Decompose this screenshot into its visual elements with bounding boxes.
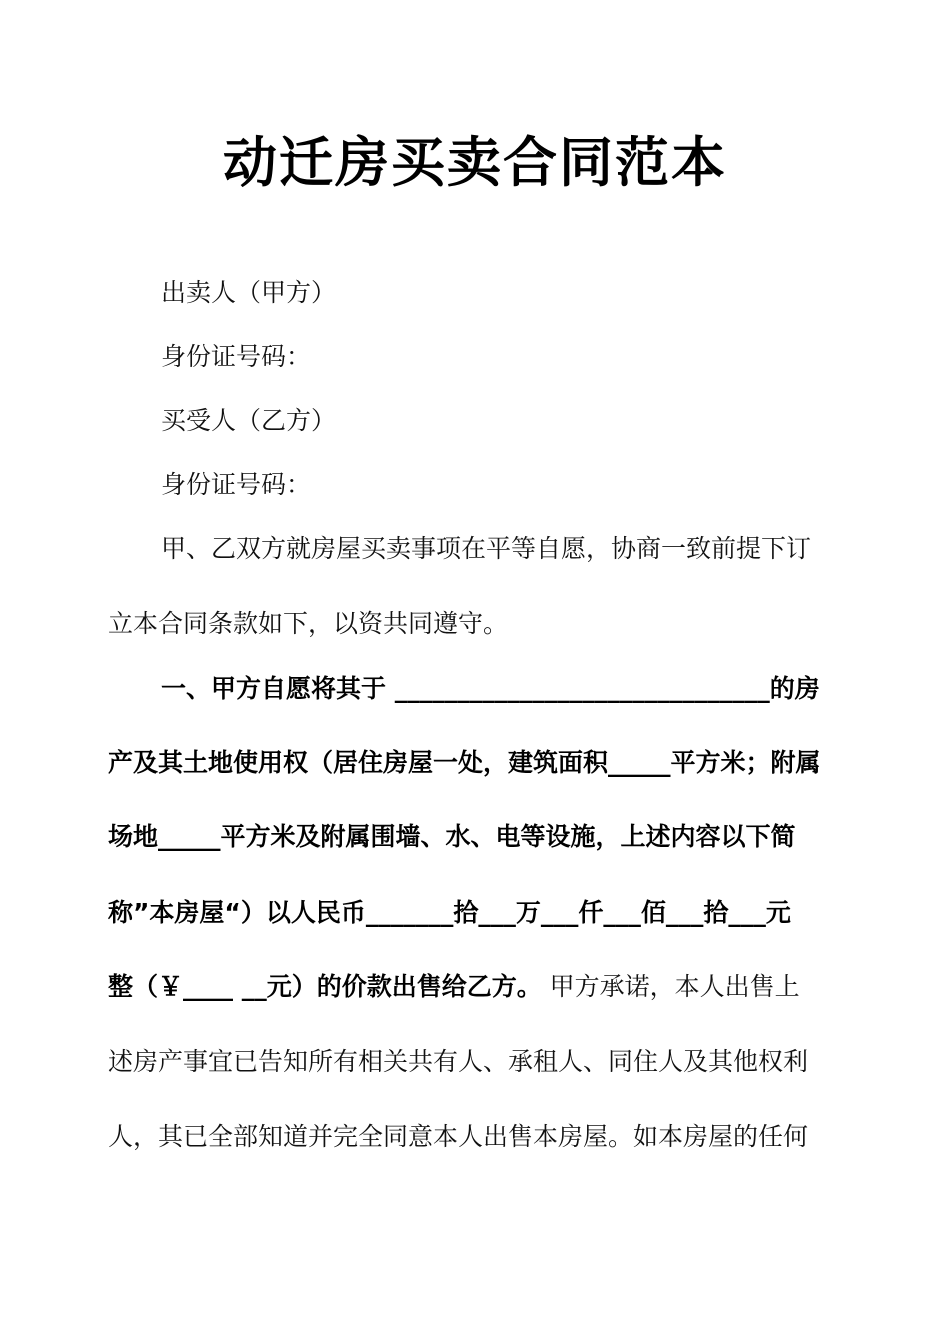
buyer-label: 买受人（乙方） <box>161 406 337 435</box>
seller-promise-start: 甲方承诺，本人出售上 <box>541 972 800 1001</box>
seller-label: 出卖人（甲方） <box>161 278 337 307</box>
preamble-line-2: 立本合同条款如下，以资共同遵守。 <box>108 609 509 638</box>
clause-1-line-5 <box>0 971 950 1003</box>
clause-1-line-2: 产及其土地使用权（居住房屋一处，建筑面积_____平方米；附属 <box>108 748 821 777</box>
clause-1-line-3: 场地_____平方米及附属围墙、水、电等设施，上述内容以下简 <box>108 822 796 851</box>
buyer-id-label: 身份证号码： <box>161 470 312 499</box>
document-title: 动迁房买卖合同范本 <box>223 131 727 194</box>
clause-1-price-text: 整（￥____ __元）的价款出售给乙方。 <box>108 972 542 1001</box>
clause-1-line-4: 称”本房屋“）以人民币_______拾___万___仟___佰___拾___元 <box>108 898 791 927</box>
preamble-line-1: 甲、乙双方就房屋买卖事项在平等自愿，协商一致前提下订 <box>161 534 812 563</box>
clause-1-line-1: 一、甲方自愿将其于 ______________________________的房 <box>161 674 820 703</box>
promise-line-3: 人，其已全部知道并完全同意本人出售本房屋。如本房屋的任何 <box>108 1122 809 1151</box>
seller-id-label: 身份证号码： <box>161 342 312 371</box>
promise-line-2: 述房产事宜已告知所有相关共有人、承租人、同住人及其他权利 <box>108 1047 809 1076</box>
